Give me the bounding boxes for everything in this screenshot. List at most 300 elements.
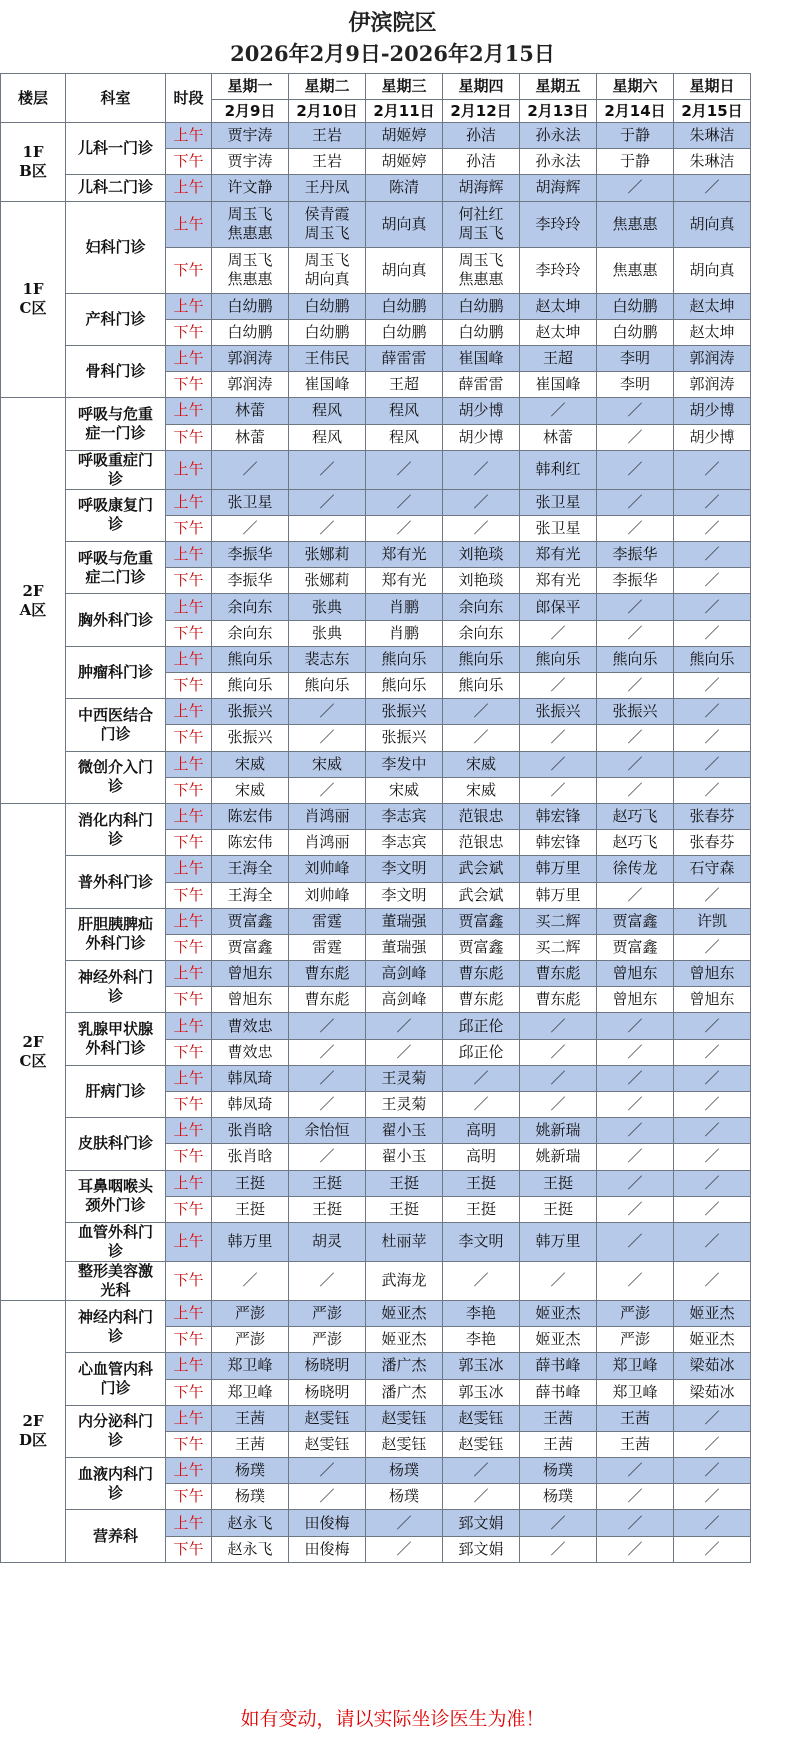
department-name	[66, 594, 166, 646]
doctor-name: 周玉飞	[304, 224, 350, 243]
department-label: 肝胆胰脾疝外科门诊	[77, 915, 153, 953]
doctor-cell: 王挺	[366, 1196, 443, 1222]
morning-slot: 上午	[166, 1013, 212, 1039]
department-name	[66, 123, 166, 175]
morning-slot: 上午	[166, 542, 212, 568]
morning-slot: 上午	[166, 450, 212, 489]
date-range: 2026年2月9日-2026年2月15日	[230, 41, 555, 66]
doctor-cell: 张春芬	[674, 830, 751, 856]
doctor-cell: 宋威	[443, 751, 520, 777]
doctor-cell: 曹东彪	[289, 987, 366, 1013]
doctor-cell: 孙永法	[520, 123, 597, 149]
doctor-cell: 孙永法	[520, 149, 597, 175]
doctor-cell: 田俊梅	[289, 1510, 366, 1536]
doctor-cell: ／	[520, 751, 597, 777]
schedule-row	[1, 1222, 751, 1261]
doctor-cell: 翟小玉	[366, 1144, 443, 1170]
doctor-cell: ／	[674, 1222, 751, 1261]
department-label: 呼吸与危重症一门诊	[77, 405, 153, 442]
afternoon-slot: 下午	[166, 1144, 212, 1170]
doctor-cell: 郭润涛	[212, 372, 289, 398]
afternoon-slot: 下午	[166, 777, 212, 803]
doctor-cell: 王超	[520, 345, 597, 371]
doctor-cell: 雷霆	[289, 908, 366, 934]
doctor-cell: ／	[597, 1458, 674, 1484]
doctor-cell: 许凯	[674, 908, 751, 934]
doctor-cell: 李振华	[597, 542, 674, 568]
schedule-row	[1, 1013, 751, 1039]
doctor-cell: 朱琳洁	[674, 123, 751, 149]
doctor-cell: 雷霆	[289, 934, 366, 960]
doctor-cell: 张振兴	[597, 699, 674, 725]
doctor-cell: 姬亚杰	[520, 1327, 597, 1353]
doctor-cell: ／	[597, 489, 674, 515]
doctor-cell: 王挺	[289, 1196, 366, 1222]
doctor-cell: 杨璞	[366, 1458, 443, 1484]
weekday-header: 星期六	[597, 74, 674, 100]
dept-header: 科室	[66, 74, 166, 123]
department-name	[66, 542, 166, 594]
department-name	[66, 1222, 166, 1261]
morning-slot: 上午	[166, 594, 212, 620]
doctor-cell: 胡少博	[674, 424, 751, 450]
floor-label	[1, 398, 66, 804]
date-header: 2月9日	[212, 100, 289, 123]
floor-zone: C区	[19, 1051, 47, 1070]
doctor-cell: ／	[289, 1092, 366, 1118]
department-name	[66, 1405, 166, 1457]
doctor-cell: ／	[674, 777, 751, 803]
doctor-cell: 高明	[443, 1144, 520, 1170]
department-label: 儿科二门诊	[77, 178, 153, 197]
schedule-row	[1, 1458, 751, 1484]
doctor-cell: 梁茹冰	[674, 1353, 751, 1379]
doctor-cell: ／	[674, 1013, 751, 1039]
doctor-cell: ／	[674, 1458, 751, 1484]
morning-slot: 上午	[166, 699, 212, 725]
doctor-cell: 肖鹏	[366, 620, 443, 646]
doctor-cell: 张肖晗	[212, 1144, 289, 1170]
doctor-cell: 王挺	[366, 1170, 443, 1196]
doctor-cell: 刘艳琰	[443, 542, 520, 568]
department-name	[66, 1300, 166, 1352]
department-name	[66, 345, 166, 397]
doctor-cell: 焦惠惠	[597, 247, 674, 293]
doctor-cell: 王丹凤	[289, 175, 366, 201]
doctor-cell: 严澎	[597, 1300, 674, 1326]
doctor-cell: 贾富鑫	[212, 934, 289, 960]
doctor-cell: 杨璞	[520, 1484, 597, 1510]
doctor-cell: ／	[366, 1039, 443, 1065]
schedule-table	[0, 73, 751, 1563]
morning-slot: 上午	[166, 1065, 212, 1091]
department-name	[66, 201, 166, 293]
doctor-cell: ／	[674, 1196, 751, 1222]
doctor-cell: 贾宇涛	[212, 123, 289, 149]
doctor-cell: ／	[443, 699, 520, 725]
doctor-cell: 杨晓明	[289, 1379, 366, 1405]
doctor-cell: 高剑峰	[366, 961, 443, 987]
weekday-header: 星期一	[212, 74, 289, 100]
doctor-cell: ／	[520, 777, 597, 803]
date-header: 2月13日	[520, 100, 597, 123]
afternoon-slot: 下午	[166, 1536, 212, 1562]
department-name	[66, 1170, 166, 1222]
doctor-cell: 李艳	[443, 1327, 520, 1353]
doctor-cell: 韩万里	[212, 1222, 289, 1261]
schedule-row	[1, 1065, 751, 1091]
department-name	[66, 699, 166, 751]
doctor-name: 焦惠惠	[227, 224, 273, 243]
doctor-cell: ／	[597, 1261, 674, 1300]
doctor-cell: ／	[520, 725, 597, 751]
schedule-row	[1, 489, 751, 515]
schedule-row	[1, 751, 751, 777]
morning-slot: 上午	[166, 751, 212, 777]
doctor-cell: 余向东	[443, 594, 520, 620]
doctor-cell: ／	[289, 1039, 366, 1065]
doctor-cell: 姬亚杰	[520, 1300, 597, 1326]
doctor-cell: 曾旭东	[597, 961, 674, 987]
doctor-cell: 曹效忠	[212, 1013, 289, 1039]
doctor-cell: 赵雯钰	[289, 1431, 366, 1457]
doctor-cell: ／	[674, 620, 751, 646]
doctor-cell: 朱琳洁	[674, 149, 751, 175]
doctor-cell: 郑卫峰	[212, 1379, 289, 1405]
doctor-cell: ／	[674, 934, 751, 960]
doctor-cell: 曹效忠	[212, 1039, 289, 1065]
doctor-cell: ／	[597, 1118, 674, 1144]
department-name	[66, 961, 166, 1013]
doctor-cell: ／	[597, 777, 674, 803]
doctor-cell: 赵雯钰	[289, 1405, 366, 1431]
doctor-cell: 曹东彪	[289, 961, 366, 987]
doctor-cell: 杨璞	[366, 1484, 443, 1510]
doctor-cell: 杨晓明	[289, 1353, 366, 1379]
doctor-cell: 潘广杰	[366, 1379, 443, 1405]
doctor-name: 周玉飞	[458, 224, 504, 243]
doctor-cell: ／	[520, 1065, 597, 1091]
doctor-name: 焦惠惠	[227, 270, 273, 289]
afternoon-slot: 下午	[166, 515, 212, 541]
afternoon-slot: 下午	[166, 1039, 212, 1065]
doctor-cell: 白幼鹏	[366, 319, 443, 345]
doctor-cell: 刘帅峰	[289, 856, 366, 882]
morning-slot: 上午	[166, 908, 212, 934]
doctor-cell: 曾旭东	[212, 961, 289, 987]
morning-slot: 上午	[166, 489, 212, 515]
doctor-cell: 于静	[597, 149, 674, 175]
doctor-cell: 王茜	[597, 1405, 674, 1431]
doctor-cell: 熊向乐	[212, 673, 289, 699]
schedule-row	[1, 1510, 751, 1536]
doctor-cell: 白幼鹏	[597, 319, 674, 345]
doctor-cell: 陈宏伟	[212, 803, 289, 829]
doctor-cell: 薛书峰	[520, 1379, 597, 1405]
department-name	[66, 1065, 166, 1117]
schedule-row	[1, 1261, 751, 1300]
doctor-cell: 姚新瑞	[520, 1118, 597, 1144]
doctor-cell: 余向东	[212, 594, 289, 620]
doctor-cell: 胡向真	[674, 247, 751, 293]
doctor-cell: 胡姬婷	[366, 123, 443, 149]
doctor-cell: ／	[597, 1196, 674, 1222]
doctor-cell: 王灵菊	[366, 1065, 443, 1091]
weekday-header: 星期二	[289, 74, 366, 100]
doctor-cell: 武会斌	[443, 882, 520, 908]
doctor-cell: ／	[520, 1013, 597, 1039]
doctor-cell: 张振兴	[212, 725, 289, 751]
doctor-cell: 熊向乐	[443, 646, 520, 672]
schedule-row	[1, 803, 751, 829]
doctor-cell: 石守森	[674, 856, 751, 882]
doctor-cell: 刘艳琰	[443, 568, 520, 594]
doctor-cell: 王伟民	[289, 345, 366, 371]
morning-slot: 上午	[166, 1405, 212, 1431]
doctor-cell: ／	[674, 1118, 751, 1144]
doctor-cell: 郅文娟	[443, 1536, 520, 1562]
doctor-cell: 李文明	[366, 856, 443, 882]
morning-slot: 上午	[166, 1222, 212, 1261]
doctor-cell: ／	[366, 450, 443, 489]
afternoon-slot: 下午	[166, 934, 212, 960]
doctor-cell: 严澎	[212, 1300, 289, 1326]
date-header: 2月14日	[597, 100, 674, 123]
doctor-cell: 崔国峰	[520, 372, 597, 398]
doctor-cell: 郅文娟	[443, 1510, 520, 1536]
doctor-cell: 张娜莉	[289, 568, 366, 594]
doctor-cell: ／	[366, 515, 443, 541]
doctor-cell: ／	[443, 450, 520, 489]
doctor-cell: 白幼鹏	[289, 293, 366, 319]
doctor-cell: ／	[289, 450, 366, 489]
morning-slot: 上午	[166, 175, 212, 201]
doctor-cell: ／	[674, 175, 751, 201]
doctor-cell: 熊向乐	[443, 673, 520, 699]
doctor-cell: 程风	[366, 424, 443, 450]
department-label: 血管外科门诊	[77, 1222, 153, 1260]
doctor-cell: 买二辉	[520, 908, 597, 934]
doctor-cell: 胡向真	[366, 247, 443, 293]
department-label: 皮肤科门诊	[77, 1134, 153, 1153]
morning-slot: 上午	[166, 1510, 212, 1536]
doctor-cell: 宋威	[366, 777, 443, 803]
doctor-cell: 郑卫峰	[212, 1353, 289, 1379]
morning-slot: 上午	[166, 201, 212, 247]
doctor-cell: 李文明	[443, 1222, 520, 1261]
doctor-cell: 崔国峰	[289, 372, 366, 398]
doctor-cell: 王海全	[212, 882, 289, 908]
doctor-cell: ／	[289, 1065, 366, 1091]
doctor-cell: ／	[674, 1092, 751, 1118]
doctor-cell: 严澎	[289, 1327, 366, 1353]
doctor-cell: 贾富鑫	[212, 908, 289, 934]
doctor-cell: 程风	[289, 424, 366, 450]
doctor-cell: 韩万里	[520, 856, 597, 882]
doctor-name: 胡向真	[304, 270, 350, 289]
doctor-cell: 郑有光	[366, 542, 443, 568]
doctor-cell: 韩万里	[520, 1222, 597, 1261]
doctor-cell: 裴志东	[289, 646, 366, 672]
doctor-cell: 赵太坤	[520, 293, 597, 319]
doctor-cell: ／	[674, 1484, 751, 1510]
department-label: 乳腺甲状腺外科门诊	[77, 1020, 153, 1058]
doctor-cell: 王挺	[443, 1170, 520, 1196]
morning-slot: 上午	[166, 1458, 212, 1484]
floor-zone: C区	[19, 299, 47, 318]
doctor-cell: 胡海辉	[520, 175, 597, 201]
doctor-cell: 李明	[597, 345, 674, 371]
afternoon-slot: 下午	[166, 1196, 212, 1222]
afternoon-slot: 下午	[166, 1261, 212, 1300]
doctor-cell: ／	[674, 1431, 751, 1457]
doctor-cell: 董瑞强	[366, 908, 443, 934]
doctor-cell: 曹东彪	[443, 961, 520, 987]
doctor-cell: 王挺	[520, 1196, 597, 1222]
doctor-cell: 白幼鹏	[443, 293, 520, 319]
doctor-cell: 陈清	[366, 175, 443, 201]
floor-label	[1, 123, 66, 202]
doctor-cell: 熊向乐	[366, 673, 443, 699]
doctor-cell	[212, 201, 289, 247]
doctor-cell: ／	[674, 450, 751, 489]
department-label: 耳鼻咽喉头颈外门诊	[77, 1177, 153, 1215]
doctor-cell: ／	[674, 515, 751, 541]
doctor-cell: 张卫星	[520, 515, 597, 541]
doctor-cell: 余怡恒	[289, 1118, 366, 1144]
afternoon-slot: 下午	[166, 1092, 212, 1118]
department-label: 消化内科门诊	[77, 810, 153, 848]
doctor-cell: ／	[597, 751, 674, 777]
department-label: 肿瘤科门诊	[77, 663, 153, 681]
doctor-cell: 薛书峰	[520, 1353, 597, 1379]
afternoon-slot: 下午	[166, 149, 212, 175]
department-label: 呼吸康复门诊	[77, 496, 153, 534]
afternoon-slot: 下午	[166, 372, 212, 398]
department-name	[66, 450, 166, 489]
doctor-cell: 杜丽苹	[366, 1222, 443, 1261]
doctor-cell: ／	[443, 1092, 520, 1118]
slot-header: 时段	[166, 74, 212, 123]
doctor-cell: ／	[674, 594, 751, 620]
doctor-cell: 胡少博	[674, 398, 751, 424]
doctor-cell: 郑卫峰	[597, 1353, 674, 1379]
doctor-cell: 林蕾	[212, 424, 289, 450]
department-label: 产科门诊	[85, 309, 146, 328]
doctor-cell: 胡灵	[289, 1222, 366, 1261]
doctor-cell: 张卫星	[520, 489, 597, 515]
doctor-cell: ／	[520, 673, 597, 699]
doctor-cell: 韩利红	[520, 450, 597, 489]
doctor-cell: 张卫星	[212, 489, 289, 515]
doctor-cell: 徐传龙	[597, 856, 674, 882]
doctor-cell: 李艳	[443, 1300, 520, 1326]
morning-slot: 上午	[166, 856, 212, 882]
doctor-cell: 胡向真	[366, 201, 443, 247]
doctor-cell: 王海全	[212, 856, 289, 882]
doctor-cell: 郑有光	[366, 568, 443, 594]
doctor-cell: ／	[674, 882, 751, 908]
doctor-cell: ／	[289, 1484, 366, 1510]
schedule-row	[1, 542, 751, 568]
doctor-cell: 王超	[366, 372, 443, 398]
doctor-cell: 余向东	[212, 620, 289, 646]
doctor-cell: 赵太坤	[520, 319, 597, 345]
doctor-cell: ／	[674, 1405, 751, 1431]
doctor-cell: 赵雯钰	[366, 1431, 443, 1457]
schedule-row	[1, 345, 751, 371]
doctor-cell: 曹东彪	[520, 961, 597, 987]
department-name	[66, 1510, 166, 1562]
doctor-cell: ／	[674, 1536, 751, 1562]
doctor-cell: ／	[597, 673, 674, 699]
doctor-cell: ／	[443, 1484, 520, 1510]
doctor-cell: 姬亚杰	[674, 1327, 751, 1353]
doctor-cell: 韩宏锋	[520, 830, 597, 856]
schedule-row	[1, 646, 751, 672]
doctor-cell: 许文静	[212, 175, 289, 201]
doctor-cell: 范银忠	[443, 830, 520, 856]
doctor-cell: ／	[597, 1144, 674, 1170]
doctor-cell: 严澎	[212, 1327, 289, 1353]
floor-level: 2F	[22, 581, 44, 600]
department-name	[66, 856, 166, 908]
floor-zone: A区	[19, 600, 47, 619]
doctor-cell: 宋威	[212, 777, 289, 803]
doctor-cell: 郑卫峰	[597, 1379, 674, 1405]
doctor-cell: 姬亚杰	[366, 1300, 443, 1326]
doctor-cell: ／	[674, 568, 751, 594]
doctor-cell: 白幼鹏	[212, 293, 289, 319]
schedule-row	[1, 398, 751, 424]
schedule-row	[1, 1170, 751, 1196]
doctor-cell: ／	[289, 1013, 366, 1039]
morning-slot: 上午	[166, 1118, 212, 1144]
doctor-cell: 潘广杰	[366, 1353, 443, 1379]
doctor-cell: ／	[443, 1065, 520, 1091]
doctor-cell: 王挺	[212, 1170, 289, 1196]
doctor-cell: 翟小玉	[366, 1118, 443, 1144]
doctor-cell: 胡少博	[443, 398, 520, 424]
doctor-cell: 杨璞	[520, 1458, 597, 1484]
doctor-cell: ／	[597, 1065, 674, 1091]
doctor-cell: ／	[597, 515, 674, 541]
doctor-cell: 胡少博	[443, 424, 520, 450]
doctor-cell: 曾旭东	[674, 987, 751, 1013]
doctor-cell: 贾宇涛	[212, 149, 289, 175]
doctor-cell: ／	[443, 725, 520, 751]
department-label: 微创介入门诊	[77, 758, 153, 796]
doctor-cell: 胡向真	[674, 201, 751, 247]
doctor-cell: ／	[597, 1013, 674, 1039]
doctor-cell: 严澎	[597, 1327, 674, 1353]
footer-note: 如有变动，请以实际坐诊医生为准！	[0, 1697, 785, 1742]
doctor-cell: 张春芬	[674, 803, 751, 829]
doctor-cell: 韩凤琦	[212, 1065, 289, 1091]
doctor-cell: 高剑峰	[366, 987, 443, 1013]
doctor-cell: ／	[597, 1536, 674, 1562]
doctor-cell: 赵太坤	[674, 293, 751, 319]
doctor-cell: ／	[674, 1144, 751, 1170]
doctor-cell: 张振兴	[520, 699, 597, 725]
doctor-cell	[289, 247, 366, 293]
department-name	[66, 1261, 166, 1300]
afternoon-slot: 下午	[166, 319, 212, 345]
doctor-cell: 王挺	[212, 1196, 289, 1222]
doctor-cell: ／	[289, 1458, 366, 1484]
doctor-cell: 孙洁	[443, 149, 520, 175]
floor-level: 2F	[22, 1412, 44, 1431]
